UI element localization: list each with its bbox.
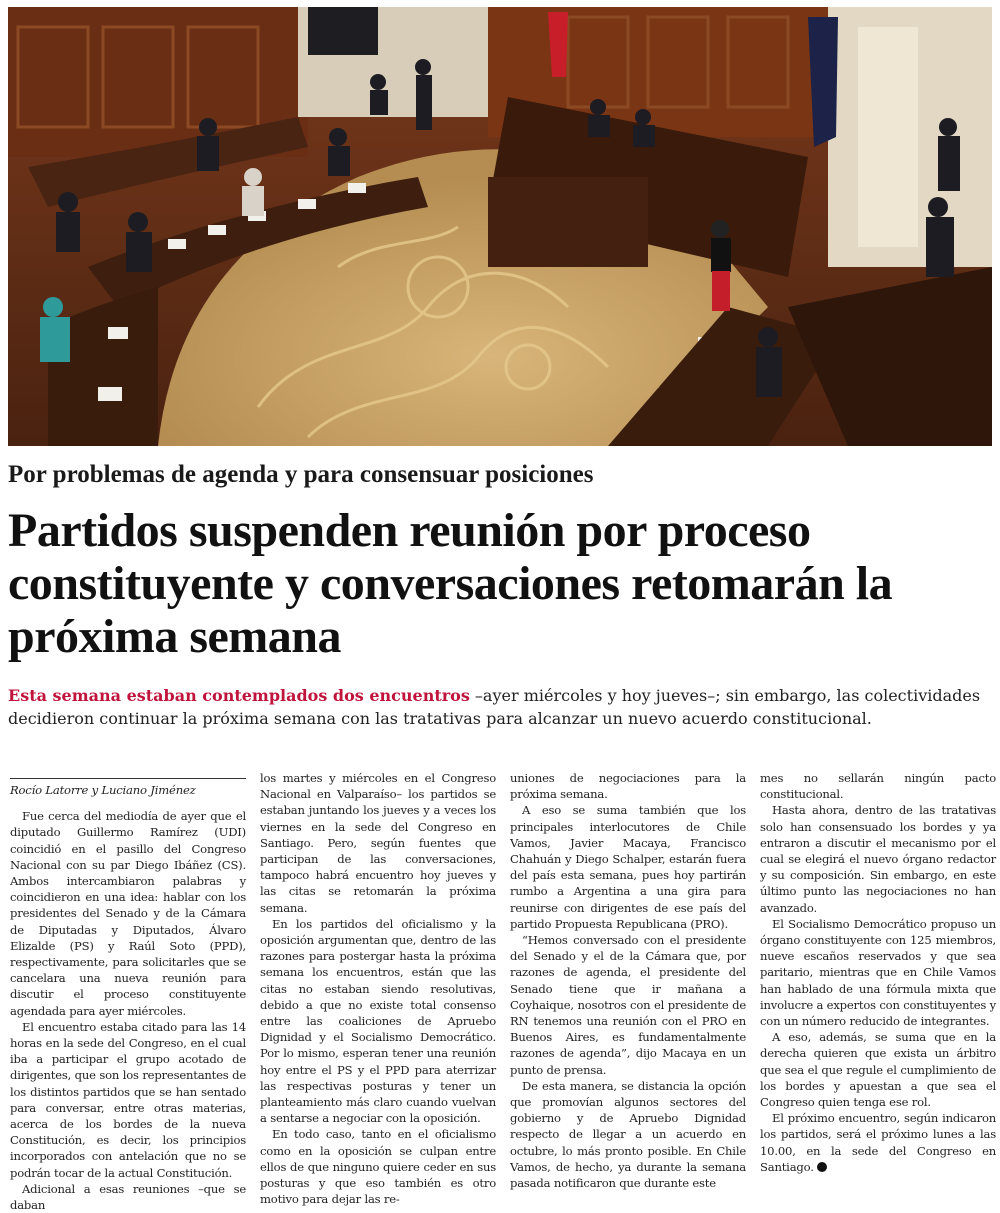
byline: Rocío Latorre y Luciano Jiménez <box>10 783 196 797</box>
paragraph: Hasta ahora, dentro de las tratativas solo han consensuado los bordes y ya entraron a discutir el mecanismo por el cual se elegirá el nuevo órgano redactor y su composición. Sin embargo, en este último punto las negociaciones no han avanzado. <box>760 803 996 915</box>
headline: Partidos suspenden reunión por proceso constituyente y conversaciones retomarán la próxima semana <box>8 504 893 663</box>
paragraph: Adicional a esas reuniones –que se daban <box>10 1181 246 1213</box>
paragraph: El encuentro estaba citado para las 14 horas en la sede del Congreso, en el cual iba a participar el grupo acotado de dirigentes, que son los representantes de los distintos partidos que se han sentado para conversar, entre otras materias, acerca de los bordes de la nueva Constitución, es decir, los principios incorporados con antelación que no se podrán tocar de la actual Constitución. <box>10 1019 246 1180</box>
lede-text: –ayer miércoles y hoy jueves–; sin embargo, las colectividades decidieron continuar la próxima semana con las tratativas para alcanzar un nuevo acuerdo constitucional. <box>8 686 981 728</box>
paragraph: El Socialismo Democrático propuso un órgano constituyente con 125 miembros, nueve escaños reservados y que sea paritario, mientras que en Chile Vamos han hablado de una fórmula mixta que involucre a expertos con constituyentes y con un número reducido de integrantes. <box>760 916 996 1029</box>
paragraph-final-text: El próximo encuentro, según indicaron los partidos, será el próximo lunes a las 10.00, en la sede del Congreso en Santiago. <box>760 1111 996 1174</box>
paragraph: “Hemos conversado con el presidente del Senado y el de la Cámara que, por razones de agenda, el presidente del Senado tiene que ir mañana a Coyhaique, nosotros con el presidente de RN tenemos una reunión con el PRO en Buenos Aires, es fundamentalmente razones de agenda”, dijo Macaya en un punto de prensa. <box>510 933 746 1077</box>
column-1 <box>10 778 246 1213</box>
paragraph: A eso, además, se suma que en la derecha quieren que exista un árbitro que sea el que regule el cumplimiento de los bordes y apuestan a que sea el Congreso quien tenga ese rol. <box>760 1030 996 1110</box>
column-4 <box>760 770 996 1175</box>
byline-block <box>10 778 246 798</box>
lede-highlight: Esta semana estaban contemplados dos encuentros <box>8 686 470 705</box>
paragraph: A eso se suma también que los principales interlocutores de Chile Vamos, Javier Macaya, Francisco Chahuán y Diego Schalper, estarán fuera del país esta semana, pues hoy partirán rumbo a Argentina a una gira para reunirse con dirigentes de ese país del partido Propuesta Republicana (PRO). <box>510 803 746 931</box>
lede <box>8 684 992 730</box>
end-mark-icon <box>817 1162 827 1172</box>
kicker: Por problemas de agenda y para consensuar posiciones <box>8 461 594 488</box>
column-2 <box>260 770 496 1207</box>
column-3 <box>510 770 746 1191</box>
parliament-chamber-photo-icon <box>8 7 992 446</box>
paragraph: Fue cerca del mediodía de ayer que el diputado Guillermo Ramírez (UDI) coincidió en el pasillo del Congreso Nacional con su par Diego Ibáñez (CS). Ambos intercambiaron palabras y coincidieron en una idea: hablar con los presidentes del Senado y de la Cámara de Diputadas y Diputados, Álvaro Elizalde (PS) y Raúl Soto (PPD), respectivamente, para solicitarles que se cancelara una nueva reunión para discutir el proceso constituyente agendada para ayer miércoles. <box>10 809 246 1018</box>
paragraph: De esta manera, se distancia la opción que promovían algunos sectores del gobierno y de Apruebo Dignidad respecto de llegar a un acuerdo en octubre, lo más pronto posible. En Chile Vamos, de hecho, ya durante la semana pasada notificaron que durante este <box>510 1078 746 1191</box>
paragraph: mes no sellarán ningún pacto constitucional. <box>760 771 996 802</box>
paragraph: En los partidos del oficialismo y la oposición argumentan que, dentro de las razones para postergar hasta la próxima semana los encuentros, están que las citas no estaban siendo resolutivas, debido a que no existe total consenso entre las coaliciones de Apruebo Dignidad y el Socialismo Democrático. Por lo mismo, esperan tener una reunión hoy entre el PS y el PPD para aterrizar las respectivas posturas y tener un planteamiento más claro cuando vuelvan a sentarse a negociar con la oposición. <box>260 916 496 1126</box>
paragraph: los martes y miércoles en el Congreso Nacional en Valparaíso– los partidos se estaban juntando los jueves y a veces los viernes en la sede del Congreso en Santiago. Pero, según fuentes que participan de las conversaciones, tampoco habrá encuentro hoy jueves y las citas se retomarán la próxima semana. <box>260 771 496 915</box>
paragraph-final <box>760 1110 996 1175</box>
paragraph: En todo caso, tanto en el oficialismo como en la oposición se culpan entre ellos de que ninguno quiere ceder en sus posturas y que eso también es otro motivo para dejar las re- <box>260 1127 496 1207</box>
chamber-photo <box>8 7 992 446</box>
paragraph: uniones de negociaciones para la próxima semana. <box>510 771 746 802</box>
